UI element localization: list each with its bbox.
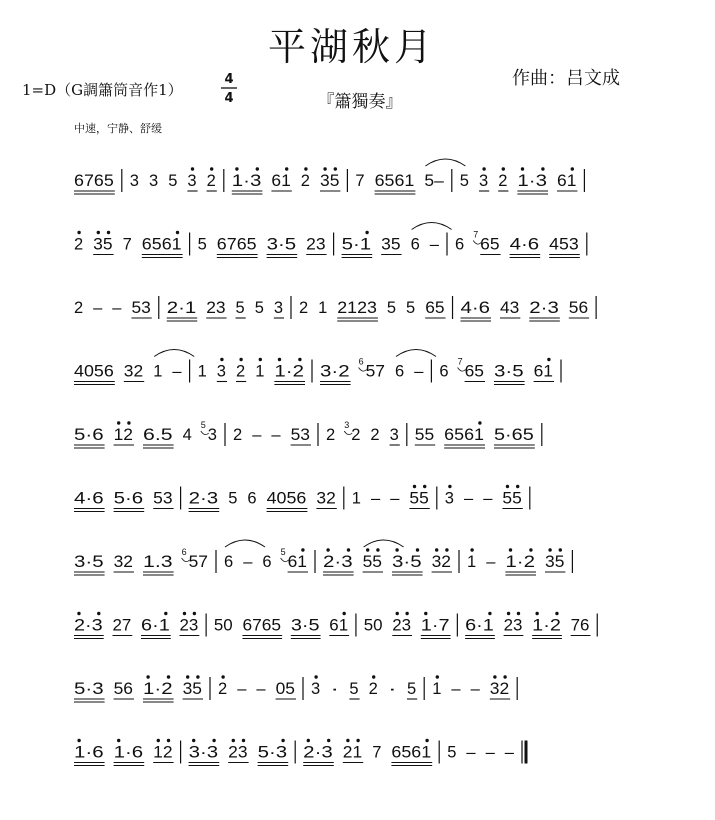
note-group: 3 bbox=[273, 298, 284, 317]
note-group: 5 bbox=[447, 742, 457, 762]
note-group: 12 bbox=[153, 742, 173, 762]
octave-dot bbox=[488, 612, 491, 615]
octave-dot bbox=[506, 485, 509, 488]
note-group: 55 bbox=[409, 488, 429, 508]
note-group: 2 bbox=[236, 361, 246, 381]
note-group: 3·5 bbox=[494, 361, 524, 381]
octave-dot bbox=[507, 612, 510, 615]
note-group: 61 bbox=[557, 171, 577, 190]
note-group: 3·2 bbox=[320, 361, 350, 381]
note-group: – bbox=[256, 679, 267, 698]
note-group: 35 bbox=[182, 679, 202, 698]
note-group: – bbox=[483, 488, 493, 508]
note-group: 50 bbox=[363, 615, 383, 635]
note-group: 5 bbox=[459, 171, 469, 190]
note-group: – bbox=[390, 488, 400, 508]
octave-dot bbox=[470, 548, 473, 551]
note-group: 1·2 bbox=[143, 679, 173, 698]
note-group: 3 bbox=[207, 425, 217, 444]
note-group: 35 bbox=[93, 234, 113, 254]
time-signature-numerator: 4 bbox=[224, 72, 234, 87]
note-group: 4·6 bbox=[460, 298, 491, 317]
slur-arc bbox=[364, 540, 404, 547]
note-group: 2·3 bbox=[188, 488, 219, 508]
note-group: 5 bbox=[235, 298, 245, 317]
slur-arc bbox=[225, 540, 265, 547]
note-group: 1 bbox=[153, 361, 163, 381]
note-group: · bbox=[330, 679, 340, 698]
octave-dot bbox=[107, 231, 110, 234]
octave-dot bbox=[307, 739, 310, 742]
octave-dot bbox=[502, 167, 505, 170]
note-group: 76 bbox=[570, 615, 590, 635]
octave-dot bbox=[425, 739, 428, 742]
grace-note: 7 bbox=[457, 356, 463, 367]
octave-dot bbox=[183, 612, 186, 615]
note-group: 43 bbox=[499, 298, 520, 317]
octave-dot bbox=[242, 739, 245, 742]
octave-dot bbox=[285, 167, 288, 170]
octave-dot bbox=[413, 485, 416, 488]
note-group: 5·3 bbox=[257, 742, 288, 762]
note-group: 5 bbox=[197, 234, 207, 254]
note-group: 6765 bbox=[74, 171, 114, 190]
note-group: 6 bbox=[262, 552, 272, 571]
octave-dot bbox=[220, 358, 223, 361]
note-group: 2 bbox=[233, 425, 243, 444]
note-group: 65 bbox=[464, 361, 484, 381]
note-group: 3·5 bbox=[290, 615, 320, 635]
note-group: 5·65 bbox=[494, 425, 534, 444]
note-group: 32 bbox=[489, 679, 510, 698]
note-group: 2 bbox=[74, 234, 84, 254]
note-group: 23 bbox=[228, 742, 248, 762]
octave-dot bbox=[97, 612, 100, 615]
note-group: 23 bbox=[206, 298, 226, 317]
note-group: 32 bbox=[431, 552, 451, 571]
octave-dot bbox=[323, 167, 326, 170]
note-group: 3·5 bbox=[74, 552, 104, 571]
note-group: – bbox=[429, 234, 440, 254]
note-group: 6765 bbox=[242, 615, 282, 635]
key-signature: 1=D（G調簫筒音作1） bbox=[22, 81, 183, 99]
octave-dot bbox=[347, 548, 350, 551]
note-group: 7 bbox=[355, 171, 365, 190]
note-group: 2 bbox=[368, 679, 378, 698]
octave-dot bbox=[281, 739, 284, 742]
score-title: 平湖秋月 bbox=[267, 25, 437, 69]
note-group: 3·5 bbox=[392, 552, 422, 571]
note-group: 4·6 bbox=[74, 488, 104, 508]
note-group: 23 bbox=[306, 234, 326, 254]
slur-arc bbox=[412, 223, 452, 230]
octave-dot bbox=[314, 675, 317, 678]
composer-credit: 作曲：吕文成 bbox=[512, 68, 620, 89]
note-group: – bbox=[486, 552, 496, 571]
octave-dot bbox=[278, 358, 281, 361]
tempo-marking: 中速，宁静、舒缓 bbox=[74, 122, 162, 135]
note-group: 1 bbox=[197, 361, 207, 381]
note-group: – bbox=[414, 361, 424, 381]
octave-dot bbox=[304, 167, 307, 170]
note-group: 2·3 bbox=[74, 615, 103, 635]
note-group: 35 bbox=[545, 552, 565, 571]
note-group: 6 bbox=[224, 552, 234, 571]
note-group: – bbox=[93, 298, 103, 317]
note-group: 7 bbox=[122, 234, 132, 254]
octave-dot bbox=[365, 231, 368, 234]
note-group: 3 bbox=[479, 171, 489, 190]
note-group: 2 bbox=[300, 171, 310, 190]
note-group: 1·6 bbox=[113, 742, 144, 762]
octave-dot bbox=[342, 612, 345, 615]
note-group: 2 bbox=[218, 679, 228, 698]
note-group: 21 bbox=[342, 742, 363, 762]
note-group: 5 bbox=[386, 298, 397, 317]
note-group: 1·3 bbox=[231, 171, 262, 190]
grace-note: 3 bbox=[344, 420, 350, 430]
slur-arc bbox=[154, 350, 194, 357]
note-group: – bbox=[172, 361, 183, 381]
octave-dot bbox=[259, 358, 262, 361]
note-group: 2 bbox=[74, 298, 84, 317]
octave-dot bbox=[541, 167, 544, 170]
note-group: 35 bbox=[320, 171, 340, 190]
octave-dot bbox=[559, 548, 562, 551]
score-subtitle: 『簫獨奏』 bbox=[317, 92, 403, 112]
note-group: 55 bbox=[362, 552, 382, 571]
octave-dot bbox=[192, 739, 195, 742]
note-group: 50 bbox=[213, 615, 233, 635]
note-group: · bbox=[387, 679, 397, 698]
note-group: 23 bbox=[503, 615, 523, 635]
octave-dot bbox=[334, 167, 337, 170]
octave-dot bbox=[221, 675, 224, 678]
octave-dot bbox=[346, 739, 349, 742]
note-group: 27 bbox=[112, 615, 132, 635]
octave-dot bbox=[405, 612, 408, 615]
note-group: 1·2 bbox=[505, 552, 535, 571]
note-group: 57 bbox=[188, 552, 208, 571]
note-group: 3 bbox=[444, 488, 454, 508]
octave-dot bbox=[376, 548, 379, 551]
note-group: 6·1 bbox=[141, 615, 170, 635]
note-group: 6 bbox=[247, 488, 257, 508]
octave-dot bbox=[448, 485, 451, 488]
note-group: 3 bbox=[389, 425, 399, 444]
note-group: 6·1 bbox=[465, 615, 494, 635]
note-group: 5 bbox=[406, 298, 416, 317]
octave-dot bbox=[157, 739, 160, 742]
note-group: 1·6 bbox=[74, 742, 104, 762]
octave-dot bbox=[235, 167, 238, 170]
octave-dot bbox=[298, 358, 301, 361]
note-group: 2 bbox=[370, 425, 380, 444]
note-group: 23 bbox=[392, 615, 412, 635]
note-group: 3·3 bbox=[188, 742, 219, 762]
note-group: – bbox=[504, 742, 515, 762]
note-group: – bbox=[470, 679, 481, 698]
note-group: 12 bbox=[113, 425, 133, 444]
octave-dot bbox=[256, 167, 259, 170]
note-group: 3 bbox=[149, 171, 159, 190]
note-group: 3 bbox=[311, 679, 321, 698]
octave-dot bbox=[416, 548, 419, 551]
octave-dot bbox=[396, 612, 399, 615]
note-group: 32 bbox=[316, 488, 336, 508]
note-group: – bbox=[243, 552, 253, 571]
note-group: 5 bbox=[254, 298, 264, 317]
note-group: 61 bbox=[533, 361, 553, 381]
score-body bbox=[74, 159, 597, 766]
octave-dot bbox=[435, 548, 438, 551]
note-group: 6 bbox=[455, 234, 465, 254]
octave-dot bbox=[176, 231, 179, 234]
note-group: 2 bbox=[498, 171, 508, 190]
note-group: 61 bbox=[329, 615, 349, 635]
note-group: 57 bbox=[365, 361, 385, 381]
time-signature-denominator: 4 bbox=[224, 91, 234, 106]
octave-dot bbox=[164, 612, 167, 615]
note-group: 53 bbox=[153, 488, 173, 508]
note-group: 6561 bbox=[391, 742, 432, 762]
octave-dot bbox=[571, 167, 574, 170]
octave-dot bbox=[210, 167, 213, 170]
grace-note: 5 bbox=[200, 420, 206, 430]
octave-dot bbox=[146, 675, 149, 678]
note-group: 1 bbox=[255, 361, 265, 381]
note-group: 5·1 bbox=[341, 234, 372, 254]
note-group: 35 bbox=[381, 234, 401, 254]
note-group: 1.3 bbox=[143, 552, 173, 571]
note-group: 5 bbox=[349, 679, 359, 698]
octave-dot bbox=[117, 421, 120, 424]
octave-dot bbox=[517, 612, 520, 615]
octave-dot bbox=[167, 675, 170, 678]
octave-dot bbox=[127, 421, 130, 424]
octave-dot bbox=[301, 548, 304, 551]
octave-dot bbox=[232, 739, 235, 742]
octave-dot bbox=[77, 739, 80, 742]
octave-dot bbox=[196, 675, 199, 678]
grace-note: 6 bbox=[181, 547, 187, 557]
octave-dot bbox=[423, 485, 426, 488]
note-group: 5 bbox=[407, 679, 417, 698]
note-group: 5– bbox=[424, 171, 445, 190]
note-group: 2 bbox=[206, 171, 216, 190]
note-group: 6561 bbox=[444, 425, 484, 444]
octave-dot bbox=[555, 612, 558, 615]
note-group: 23 bbox=[179, 615, 199, 635]
note-group: 56 bbox=[568, 298, 589, 317]
note-group: 5·3 bbox=[74, 679, 104, 698]
note-group: 61 bbox=[287, 552, 307, 571]
octave-dot bbox=[167, 739, 170, 742]
octave-dot bbox=[436, 675, 439, 678]
octave-dot bbox=[186, 675, 189, 678]
octave-dot bbox=[478, 421, 481, 424]
note-group: 6561 bbox=[141, 234, 182, 254]
octave-dot bbox=[239, 358, 242, 361]
note-group: 6 bbox=[410, 234, 420, 254]
octave-dot bbox=[548, 548, 551, 551]
note-group: 1·7 bbox=[420, 615, 450, 635]
note-group: – bbox=[464, 488, 474, 508]
octave-dot bbox=[117, 739, 120, 742]
slur-arc bbox=[425, 159, 465, 166]
note-group: 2·3 bbox=[323, 552, 353, 571]
octave-dot bbox=[445, 548, 448, 551]
note-group: 3·5 bbox=[266, 234, 297, 254]
note-group: 1 bbox=[318, 298, 328, 317]
octave-dot bbox=[356, 739, 359, 742]
note-group: – bbox=[466, 742, 477, 762]
note-group: 53 bbox=[290, 425, 310, 444]
octave-dot bbox=[395, 548, 398, 551]
note-group: 2·3 bbox=[529, 298, 559, 317]
grace-note: 5 bbox=[280, 547, 286, 557]
octave-dot bbox=[212, 739, 215, 742]
octave-dot bbox=[97, 231, 100, 234]
note-group: – bbox=[371, 488, 381, 508]
note-group: 5·6 bbox=[74, 425, 104, 444]
note-group: 53 bbox=[131, 298, 151, 317]
note-group: – bbox=[237, 679, 247, 698]
grace-note: 7 bbox=[473, 229, 479, 240]
note-group: 1·2 bbox=[274, 361, 304, 381]
note-group: 5 bbox=[168, 171, 178, 190]
note-group: – bbox=[112, 298, 122, 317]
octave-dot bbox=[529, 548, 532, 551]
note-group: 55 bbox=[414, 425, 435, 444]
octave-dot bbox=[326, 548, 329, 551]
note-group: 4·6 bbox=[509, 234, 540, 254]
note-group: 2·3 bbox=[303, 742, 333, 762]
octave-dot bbox=[482, 167, 485, 170]
octave-dot bbox=[191, 167, 194, 170]
note-group: 6 bbox=[395, 361, 405, 381]
octave-dot bbox=[516, 485, 519, 488]
note-group: 5·6 bbox=[113, 488, 144, 508]
note-group: – bbox=[252, 425, 262, 444]
note-group: 3 bbox=[216, 361, 226, 381]
note-group: 6.5 bbox=[143, 425, 173, 444]
octave-dot bbox=[327, 739, 330, 742]
octave-dot bbox=[77, 612, 80, 615]
note-group: 3 bbox=[129, 171, 139, 190]
note-group: 2123 bbox=[337, 298, 377, 317]
note-group: 4 bbox=[182, 425, 192, 444]
note-group: 2·1 bbox=[166, 298, 197, 317]
note-group: 1·2 bbox=[532, 615, 561, 635]
note-group: – bbox=[451, 679, 462, 698]
note-group: 6 bbox=[439, 361, 449, 381]
note-group: 6561 bbox=[374, 171, 415, 190]
octave-dot bbox=[503, 675, 506, 678]
note-group: 2 bbox=[298, 298, 309, 317]
note-group: 55 bbox=[502, 488, 522, 508]
note-group: 65 bbox=[480, 234, 500, 254]
note-group: – bbox=[271, 425, 282, 444]
octave-dot bbox=[493, 675, 496, 678]
octave-dot bbox=[521, 167, 524, 170]
note-group: – bbox=[485, 742, 496, 762]
note-group: 4056 bbox=[74, 361, 114, 381]
grace-note: 6 bbox=[358, 356, 364, 367]
octave-dot bbox=[547, 358, 550, 361]
note-group: 05 bbox=[275, 679, 295, 698]
note-group: 1 bbox=[432, 679, 442, 698]
note-group: 6765 bbox=[216, 234, 257, 254]
note-group: 3 bbox=[187, 171, 197, 190]
note-group: 1 bbox=[467, 552, 477, 571]
note-group: 7 bbox=[372, 742, 382, 762]
note-group: 65 bbox=[425, 298, 445, 317]
note-group: 32 bbox=[113, 552, 133, 571]
slur-arc bbox=[396, 350, 436, 357]
note-group: 2 bbox=[326, 425, 336, 444]
note-group: 32 bbox=[123, 361, 144, 381]
octave-dot bbox=[77, 231, 80, 234]
octave-dot bbox=[366, 548, 369, 551]
octave-dot bbox=[509, 548, 512, 551]
octave-dot bbox=[535, 612, 538, 615]
note-group: 2 bbox=[351, 425, 361, 444]
octave-dot bbox=[372, 675, 375, 678]
note-group: 1 bbox=[351, 488, 361, 508]
note-group: 5 bbox=[228, 488, 238, 508]
octave-dot bbox=[424, 612, 427, 615]
octave-dot bbox=[193, 612, 196, 615]
note-group: 61 bbox=[271, 171, 291, 190]
note-group: 4056 bbox=[266, 488, 307, 508]
note-group: 453 bbox=[549, 234, 579, 254]
note-group: 1·3 bbox=[517, 171, 547, 190]
note-group: 56 bbox=[113, 679, 133, 698]
